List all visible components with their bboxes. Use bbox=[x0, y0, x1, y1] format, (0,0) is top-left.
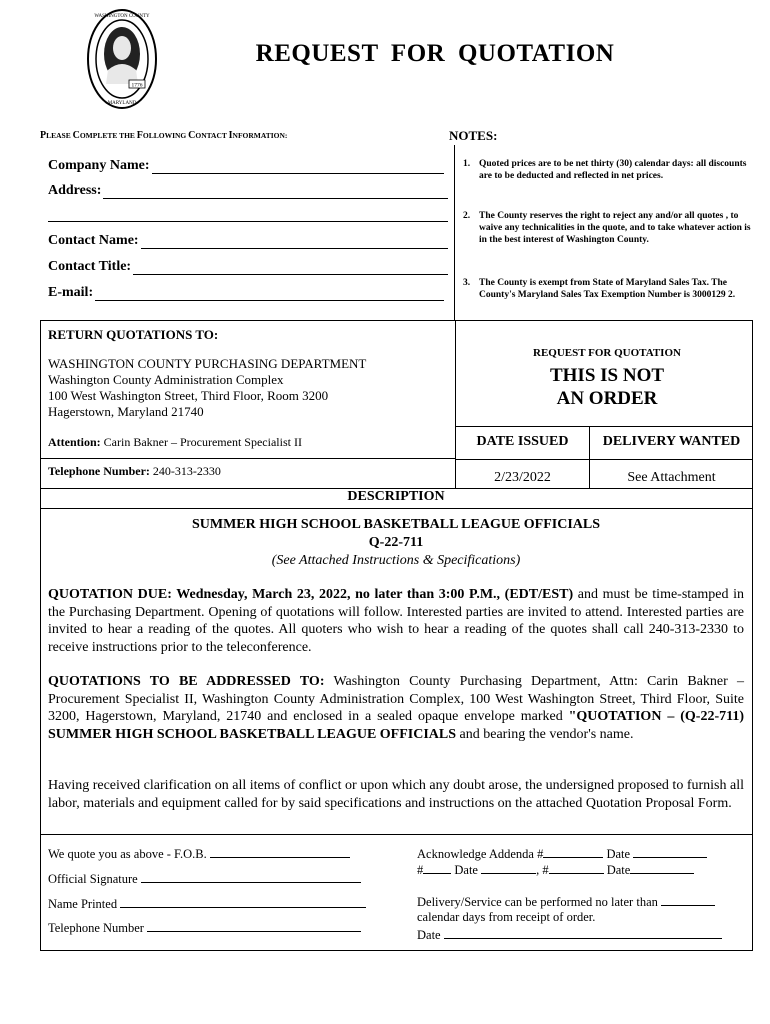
address-label: Address: bbox=[48, 183, 102, 198]
contact-title-field[interactable] bbox=[48, 259, 448, 275]
return-heading: RETURN QUOTATIONS TO: bbox=[48, 327, 219, 342]
quotation-due-paragraph: QUOTATION DUE: Wednesday, March 23, 2022, no later than 3:00 P.M., (EDT/EST) and must be time-stamped in the Purchasing Department. Opening of quotations will follow. Interested parties are invited to attend. Interested parties are invited to hear a reading of the quotes. All quoters who wish to hear a reading of the quotes shall call 240-313-2330 to receive instructions prior to the teleconference. bbox=[48, 587, 744, 655]
seal-text-bottom: MARYLAND bbox=[107, 101, 137, 106]
return-address-line-4: Hagerstown, Maryland 21740 bbox=[48, 404, 204, 419]
address-line-2-field[interactable] bbox=[48, 209, 448, 222]
page-title: REQUEST FOR QUOTATION bbox=[255, 40, 615, 67]
contact-name-field[interactable] bbox=[48, 233, 448, 249]
rfq-h-divider-1 bbox=[455, 426, 753, 427]
delivery-date-field[interactable]: Date bbox=[417, 927, 722, 943]
note-1: 1. Quoted prices are to be net thirty (30) calendar days: all discounts are to be deducted and reflected in net prices. bbox=[463, 159, 747, 181]
delivery-service-line-2: calendar days from receipt of order. bbox=[417, 910, 596, 924]
description-subtitle: (See Attached Instructions & Specifications) bbox=[271, 553, 521, 568]
desc-bottom-divider bbox=[40, 508, 753, 509]
email-field[interactable] bbox=[48, 285, 444, 301]
attention-value: Carin Bakner – Procurement Specialist II bbox=[103, 435, 302, 449]
contact-name-label: Contact Name: bbox=[48, 233, 139, 248]
telephone-number-field[interactable]: Telephone Number bbox=[48, 920, 361, 936]
company-name-field[interactable] bbox=[48, 158, 444, 174]
return-divider bbox=[455, 320, 456, 489]
not-an-order-notice: THIS IS NOT AN ORDER bbox=[549, 365, 665, 409]
official-signature-field[interactable]: Official Signature bbox=[48, 871, 361, 887]
attention-label: Attention: bbox=[48, 435, 101, 449]
addressed-to-paragraph: QUOTATIONS TO BE ADDRESSED TO: Washington County Purchasing Department, Attn: Carin Bakner – Procurement Specialist II, Washington County Administration Complex, 100 West Washington Street, Third Floor, Suite 3200, Hagerstown, Maryland, 21740 and enclosed in a sealed opaque envelope marked "QUOTATION – (Q-22-711) SUMMER HIGH SCHOOL BASKETBALL LEAGUE OFFICIALS and bearing the vendor's name. bbox=[48, 674, 745, 742]
return-address-line-1: WASHINGTON COUNTY PURCHASING DEPARTMENT bbox=[48, 356, 367, 371]
name-printed-field[interactable]: Name Printed bbox=[48, 896, 366, 912]
notes-heading: NOTES: bbox=[449, 128, 498, 143]
tel-divider bbox=[40, 458, 455, 459]
note-2: 2. The County reserves the right to reject any and/or all quotes , to waive any technicalities in the quote, and to take whatever action is in the best interest of Washington County. bbox=[463, 211, 751, 245]
delivery-service-field[interactable]: Delivery/Service can be performed no later than bbox=[417, 894, 715, 910]
note-3: 3. The County is exempt from State of Maryland Sales Tax. The County's Maryland Sales Tax Exemption Number is 3000129 2. bbox=[463, 278, 736, 300]
company-name-label: Company Name: bbox=[48, 158, 150, 173]
quotation-code: Q-22-711 bbox=[368, 535, 424, 550]
date-issued-value: 2/23/2022 bbox=[494, 470, 551, 485]
date-issued-header: DATE ISSUED bbox=[476, 434, 569, 449]
acknowledge-addenda-line-2[interactable]: # Date , # Date bbox=[417, 862, 694, 878]
rfq-h-divider-2 bbox=[455, 459, 753, 460]
telephone-value: 240-313-2330 bbox=[152, 464, 221, 478]
address-field[interactable] bbox=[48, 183, 448, 199]
email-label: E-mail: bbox=[48, 285, 94, 300]
delivery-wanted-header: DELIVERY WANTED bbox=[602, 434, 741, 449]
seal-text-top: WASHINGTON COUNTY bbox=[94, 14, 150, 19]
description-heading: DESCRIPTION bbox=[347, 489, 445, 504]
seal-year: 1776 bbox=[131, 82, 143, 89]
signature-divider bbox=[40, 834, 753, 835]
contact-heading: PLEASE COMPLETE THE FOLLOWING CONTACT INFORMATION: bbox=[40, 130, 288, 141]
telephone-label: Telephone Number: bbox=[48, 464, 150, 478]
acknowledge-addenda-line-1[interactable]: Acknowledge Addenda # Date bbox=[417, 846, 707, 862]
attention-line bbox=[48, 435, 302, 450]
rfq-small-label: REQUEST FOR QUOTATION bbox=[533, 347, 681, 359]
clarification-paragraph: Having received clarification on all items of conflict or upon which any doubt arose, the undersigned proposed to furnish all labor, materials and equipment called for by said specifications and instructions on the attached Quotation Proposal Form. bbox=[48, 778, 744, 811]
notes-divider bbox=[454, 145, 455, 320]
delivery-wanted-value: See Attachment bbox=[627, 470, 716, 485]
telephone-line bbox=[48, 464, 221, 479]
contact-title-label: Contact Title: bbox=[48, 259, 132, 274]
description-title: SUMMER HIGH SCHOOL BASKETBALL LEAGUE OFFICIALS bbox=[191, 517, 601, 532]
return-address-line-2: Washington County Administration Complex bbox=[48, 372, 284, 387]
washington-county-seal bbox=[86, 8, 158, 110]
return-address bbox=[48, 356, 366, 420]
return-address-line-3: 100 West Washington Street, Third Floor, Room 3200 bbox=[48, 388, 329, 403]
fob-field[interactable]: We quote you as above - F.O.B. bbox=[48, 846, 350, 862]
